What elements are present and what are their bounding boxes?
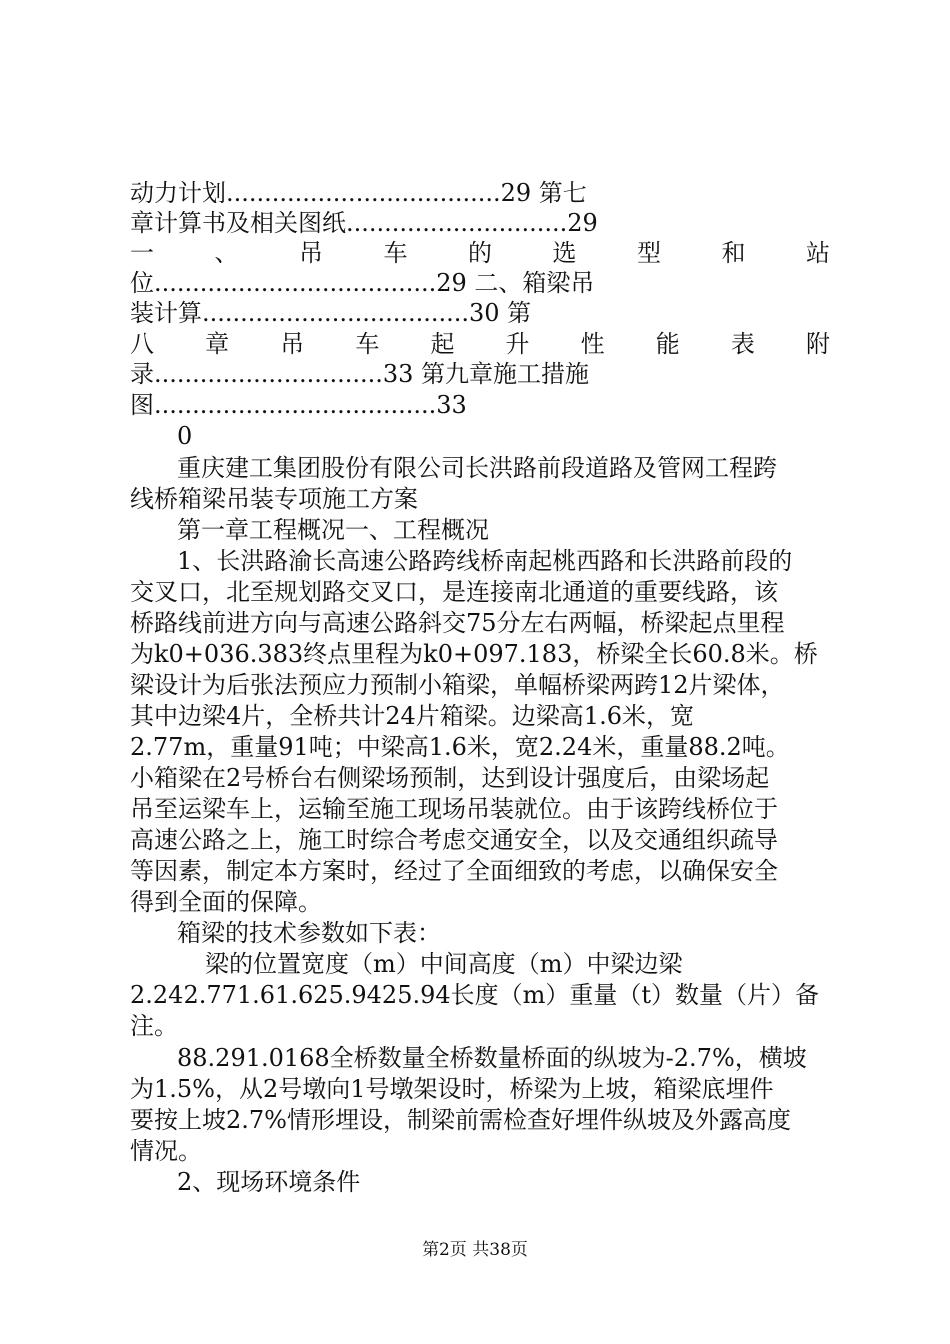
paragraph-line: 2.77m，重量91吨；中梁高1.6米，宽2.24米，重量88.2吨。 — [130, 733, 790, 761]
page-marker: 0 — [177, 422, 193, 450]
document-title: 重庆建工集团股份有限公司长洪路前段道路及管网工程跨 — [177, 454, 777, 482]
chapter-heading: 第一章工程概况一、工程概况 — [177, 516, 489, 544]
paragraph-line: 高速公路之上，施工时综合考虑交通安全，以及交通组织疏导 — [130, 826, 778, 854]
table-line: 2.242.771.61.625.9425.94长度（m）重量（t）数量（片）备 — [130, 981, 820, 1009]
toc-line-spread: 一 、 吊 车 的 选 型 和 站 — [130, 239, 830, 267]
toc-line: 图.....................................33 — [130, 391, 467, 419]
document-title: 线桥箱梁吊装专项施工方案 — [130, 485, 418, 513]
paragraph-line: 为k0+036.383终点里程为k0+097.183，桥梁全长60.8米。桥 — [130, 640, 818, 668]
paragraph-line: 其中边梁4片，全桥共计24片箱梁。边梁高1.6米，宽 — [130, 702, 694, 730]
paragraph-line: 情况。 — [130, 1137, 202, 1165]
page-footer: 第2页 共38页 — [422, 1240, 528, 1260]
toc-line: 装计算...................................30 第 — [130, 299, 532, 327]
paragraph-line: 得到全面的保障。 — [130, 888, 322, 916]
paragraph-line: 88.291.0168全桥数量全桥数量桥面的纵坡为-2.7%，横坡 — [177, 1044, 807, 1072]
toc-line: 章计算书及相关图纸.............................29 — [130, 209, 598, 237]
table-line: 梁的位置宽度（m）中间高度（m）中梁边梁 — [205, 950, 683, 978]
paragraph-line: 小箱梁在2号桥台右侧梁场预制，达到设计强度后，由梁场起 — [130, 764, 770, 792]
paragraph-line: 吊至运梁车上，运输至施工现场吊装就位。由于该跨线桥位于 — [130, 795, 778, 823]
toc-line-spread: 八 章 吊 车 起 升 性 能 表 附 — [130, 330, 830, 358]
table-intro: 箱梁的技术参数如下表： — [177, 919, 441, 947]
toc-line: 位.....................................29 二、箱梁吊 — [130, 269, 595, 297]
toc-line: 录..............................33 第九章施工措施 — [130, 360, 590, 388]
section-heading: 2、现场环境条件 — [177, 1168, 361, 1196]
paragraph-line: 等因素，制定本方案时，经过了全面细致的考虑，以确保安全 — [130, 857, 778, 885]
table-line: 注。 — [130, 1012, 178, 1040]
toc-line: 动力计划....................................29 第七 — [130, 179, 587, 207]
paragraph-line: 要按上坡2.7%情形埋设，制梁前需检查好埋件纵坡及外露高度 — [130, 1106, 791, 1134]
paragraph-line: 1、长洪路渝长高速公路跨线桥南起桃西路和长洪路前段的 — [177, 547, 793, 575]
paragraph-line: 交叉口，北至规划路交叉口，是连接南北通道的重要线路，该 — [130, 578, 778, 606]
paragraph-line: 桥路线前进方向与高速公路斜交75分左右两幅，桥梁起点里程 — [130, 609, 785, 637]
paragraph-line: 为1.5%，从2号墩向1号墩架设时，桥梁为上坡，箱梁底埋件 — [130, 1075, 774, 1103]
paragraph-line: 梁设计为后张法预应力预制小箱梁，单幅桥梁两跨12片梁体， — [130, 671, 785, 699]
